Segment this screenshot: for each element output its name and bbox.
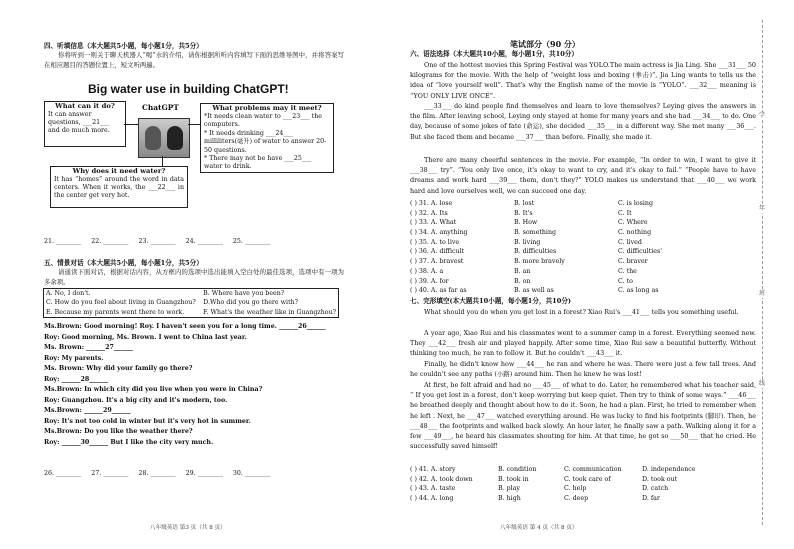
part-title: 笔试部分（90 分） xyxy=(510,39,580,49)
arrow-down xyxy=(162,156,163,166)
section5-instructions: 请通读下面对话，根据对话内容，从方框内的选项中选出能填入空白处的最佳选项，选项中有一项为多余项。 xyxy=(44,268,344,286)
dialogue-line-7: Ms.Brown: In which city did you live when you were in China? xyxy=(44,386,263,393)
mcq-row-33[interactable]: ( ) 33. A. What B. How C. Where xyxy=(410,219,648,227)
robot-human-image xyxy=(138,118,190,158)
mcq-row-43[interactable]: ( ) 43. A. taste B. play C. help D. catch xyxy=(410,485,669,493)
mcq-row-39[interactable]: ( ) 39. A. for B. on C. to xyxy=(410,277,633,285)
passage7-para-1: What should you do when you get lost in a forest? Xiao Rui's ___41___ tells you something useful. xyxy=(424,308,739,316)
dialogue-line-2: Roy: Good morning, Ms. Brown. I went to China last year. xyxy=(44,333,247,341)
answer-27[interactable]: 27. ________ xyxy=(91,470,129,477)
answer-22[interactable]: 22. ________ xyxy=(91,238,129,245)
section5-title: 五、情景对话（本大题共5小题，每小题1分，共5分） xyxy=(44,259,203,267)
mcq-row-41[interactable]: ( ) 41. A. story B. condition C. communication D. independence xyxy=(410,466,696,473)
dialogue-line-5: Ms. Brown: Why did your family go there? xyxy=(44,365,193,372)
dialogue-line-3: Ms. Brown: ______27______ xyxy=(44,344,133,351)
mcq-row-35[interactable]: ( ) 35. A. to live B. living C. lived xyxy=(410,238,642,246)
mcq-row-37[interactable]: ( ) 37. A. bravest B. more bravely C. braver xyxy=(410,258,648,266)
section7-title: 七、完形填空(本大题共10小题，每小题1分，共10分) xyxy=(410,297,572,305)
passage7-para-4: At first, he felt afraid and had no ___45___ of what to do. Later, he remembered what his teacher said, “ If you get lost in a forest, don't keep worrying but keep quiet. Then try to think of some ways.” ___46___ he breathed deeply and thought about how to do it. Soon, he had a plan. First, he tried to remember when he left . Next, he ___47___ watched everything around. He was lucky to find his footprints (脚印). Then, he ___48___ the footprints and walked back slowly. An hour later, he finally saw a path. Walking along it for a few ___49___, he heard his classmates shouting for him. At that time, he got so ___50___ that he cried. He successfully saved himself! xyxy=(410,381,756,451)
left-page xyxy=(0,0,392,549)
box2-line-2: * It needs drinking ___24___ milliliters(毫升) of water to answer 20-50 questions. xyxy=(204,129,327,154)
answer-line-26-30 xyxy=(44,470,280,477)
box1-title: What can it do? xyxy=(55,102,115,110)
option-d: D.Who did you go there with? xyxy=(203,299,299,307)
answer-25[interactable]: 25. ________ xyxy=(232,238,271,245)
mcq-row-32[interactable]: ( ) 32. A. Its B. It's C. It xyxy=(410,209,632,217)
option-c: C. How do you feel about living in Guangzhou? xyxy=(46,299,196,307)
box3-text: It has “homes” around the word in data centers. When it works, the ___22___ in the center get very hot. xyxy=(54,176,184,200)
option-b: B. Where have you been? xyxy=(203,290,285,297)
mcq-row-36[interactable]: ( ) 36. A. difficult B. difficulties C. difficulties' xyxy=(410,248,662,256)
dialogue-line-12: Roy: ______30______ But I like the city very much. xyxy=(44,438,214,446)
answer-30[interactable]: 30. ________ xyxy=(232,470,271,477)
binding-mark-2: 年 xyxy=(758,205,765,212)
mcq-row-42[interactable]: ( ) 42. A. took down B. took in C. took care of D. took out xyxy=(410,475,678,483)
section6-title: 六、语法选择（本大题共10小题，每小题1分，共10分） xyxy=(410,50,579,58)
section4-instructions: 你将听到一则关于聊天机器人“喝”水的介绍，请你根据所听内容填写下面的思维导图中，并将答案写在相应题目的答题位置上，短文听两遍。 xyxy=(44,51,344,69)
center-label: ChatGPT xyxy=(142,103,179,112)
mindmap-box-why-water xyxy=(50,166,188,208)
answer-26[interactable]: 26. ________ xyxy=(44,470,82,477)
answer-line-21-25 xyxy=(44,238,280,245)
box2-line-1: *It needs clean water to ___23___ the computers. xyxy=(204,113,322,129)
passage6-para-2: ___33___ do kind people find themselves and learn to love themselves? Leying gives the answers in the film. After leaving school, Leying only stayed at home for many years and she had ___34___ to do. One day, because of some jokes of fate (命运), she decided ___35___ in a different way. She met many ___36___. But she faced them and became ___37___ than before. Finally, she made it. xyxy=(410,102,756,141)
answer-24[interactable]: 24. ________ xyxy=(185,238,223,245)
mindmap-box-problems xyxy=(200,103,334,173)
binding-line xyxy=(762,20,763,525)
passage6-para-3: There are many cheerful sentences in the movie. For example, “In order to win, I want to give it ___38___ try”. “You only live once, it's okay to want to cry, and it's okay to fail.” “People have to have dreams and work hard ___39___ them, don't they?” YOLO makes us understand that ___40___ we work hard and love ourselves well, we can succeed one day. xyxy=(410,156,756,195)
right-page xyxy=(398,0,794,549)
answer-23[interactable]: 23. ________ xyxy=(138,238,176,245)
mindmap-box-what-can-it-do xyxy=(44,101,126,147)
left-footer: 八年级英语 第3 页（共 8 页） xyxy=(150,525,226,531)
passage7-para-2: A year ago, Xiao Rui and his classmates went to a summer camp in a forest. Everything seemed new. They ___42___ fresh air and played happily. After some time, Xiao Rui saw a beautiful butterfly. Without thinking too much, he ran to follow it. But he couldn't ___43___ it. xyxy=(410,329,756,358)
mcq-31-40 xyxy=(410,199,662,296)
option-f: F. What's the weather like in Guangzhou? xyxy=(203,308,336,316)
passage7-para-3: Finally, he didn't know how ___44___ he ran and where he was. There were just a few tall trees. And he couldn't see any paths (小路) around him. Then he knew he was lost! xyxy=(410,360,756,379)
robot-head-icon xyxy=(145,126,161,150)
dialogue-line-11: Ms.Brown: Do you like the weather there? xyxy=(44,428,193,435)
option-a: A. No, I don't. xyxy=(46,290,91,297)
arrow-right xyxy=(188,124,200,125)
right-footer: 八年级英语 第 4 页（共 8 页） xyxy=(500,525,578,531)
dialogue xyxy=(44,322,326,448)
dialogue-line-6: Roy: ______28______ xyxy=(44,375,109,383)
binding-mark-3: 班 xyxy=(758,290,765,297)
mindmap-title: Big water use in building ChatGPT! xyxy=(88,82,289,96)
binding-mark-4: 线 xyxy=(758,380,765,387)
arrow-left xyxy=(124,124,138,125)
box3-title: Why does it need water? xyxy=(72,167,166,175)
mcq-row-38[interactable]: ( ) 38. A. a B. an C. the xyxy=(410,267,637,275)
option-e: E. Because my parents went there to work. xyxy=(46,308,185,316)
answer-28[interactable]: 28. ________ xyxy=(138,470,176,477)
human-head-icon xyxy=(167,126,183,150)
box1-text: It can answer questions, ___21___ and do much more. xyxy=(48,111,110,135)
answer-21[interactable]: 21. ________ xyxy=(44,238,82,245)
dialogue-line-8: Roy: Guangzhou. It's a big city and it's modern, too. xyxy=(44,396,228,404)
box2-title: What problems may it meet? xyxy=(212,104,322,112)
mcq-row-34[interactable]: ( ) 34. A. anything B. something C. nothing xyxy=(410,229,652,237)
passage6-para-1: One of the hottest movies this Spring Festival was YOLO.The main actress is Jia Ling. She ___31___ 50 kilograms for the movie. With the help of “weight loss and boxing (拳击)”, Jia Ling wants to tells us the idea of “love yourself well”. That's why the English name of the movie is “YOLO”. ___32___ meaning is “YOU ONLY LIVE ONCE”. xyxy=(410,61,756,100)
dialogue-line-10: Roy: It's not too cold in winter but it's very hot in summer. xyxy=(44,417,251,425)
box2-line-3: * There may not be have ___25___ water to drink. xyxy=(204,155,312,171)
mcq-row-31[interactable]: ( ) 31. A. lose B. lost C. is losing xyxy=(410,200,653,207)
dialogue-line-4: Roy: My parents. xyxy=(44,354,104,362)
dialogue-line-1: Ms.Brown: Good morning! Roy. I haven't seen you for a long time. ______26______ xyxy=(44,323,326,330)
binding-mark-1: 学 xyxy=(758,112,765,119)
section4-title: 四、听填信息（本大题共5小题，每小题1分，共5分） xyxy=(44,42,203,50)
mcq-41-44 xyxy=(410,465,696,504)
mcq-row-44[interactable]: ( ) 44. A. long B. high C. deep D. far xyxy=(410,495,660,503)
answer-29[interactable]: 29. ________ xyxy=(185,470,223,477)
mcq-row-40[interactable]: ( ) 40. A. as far as B. as well as C. as long as xyxy=(410,287,659,295)
options-box xyxy=(43,288,339,318)
dialogue-line-9: Ms.Brown: ______29______ xyxy=(44,407,131,414)
